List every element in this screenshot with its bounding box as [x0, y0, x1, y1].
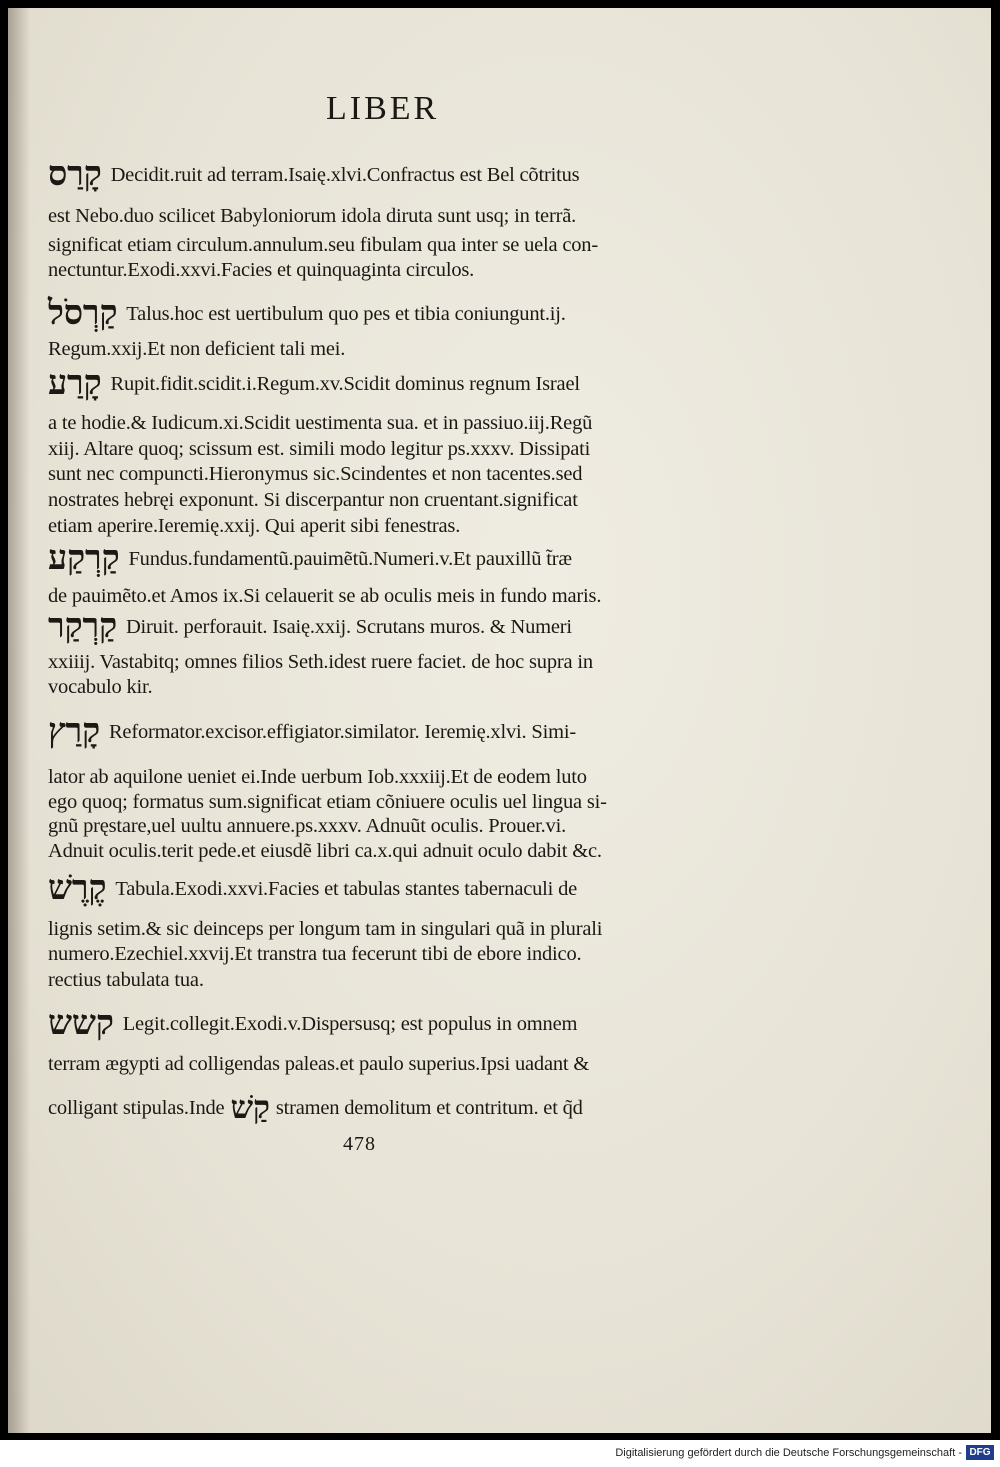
hebrew-headword: קָרַע	[48, 363, 102, 403]
line-text: Rupit.fidit.scidit.i.Regum.xv.Scidit dominus regnum Israel	[110, 373, 580, 395]
text-line	[48, 969, 204, 992]
text-line	[48, 538, 572, 578]
text-line	[48, 711, 576, 751]
text-line	[48, 259, 474, 282]
line-text: terram ægypti ad colligendas paleas.et paulo superius.Ipsi uadant &	[48, 1053, 590, 1075]
text-line	[48, 1088, 583, 1126]
line-text: etiam aperire.Ieremię.xxij. Qui aperit sibi fenestras.	[48, 515, 461, 537]
page-number: 478	[343, 1133, 376, 1155]
footer-bar	[0, 1440, 1000, 1467]
line-text: de pauimẽto.et Amos ix.Si celauerit se ab oculis meis in fundo maris.	[48, 585, 602, 607]
line-text: ego quoq; formatus sum.significat etiam cõniuere oculis uel lingua si-	[48, 791, 607, 813]
gutter-shadow	[8, 8, 30, 1433]
line-text: gnũ pręstare,uel uultu annuere.ps.xxxv. Adnuũt oculis. Prouer.vi.	[48, 815, 567, 837]
text-line	[48, 463, 582, 486]
line-text: Adnuit oculis.terit pede.et eiusdẽ libri ca.x.qui adnuit oculo dabit &c.	[48, 840, 602, 862]
text-line	[48, 868, 577, 908]
footer-credit: Digitalisierung gefördert durch die Deutsche Forschungsgemeinschaft -	[615, 1447, 962, 1459]
text-line	[48, 943, 581, 966]
book-page	[8, 8, 991, 1433]
text-line	[48, 515, 460, 538]
line-text-after: stramen demolitum et contritum. et q̃d	[275, 1097, 583, 1119]
text-line	[48, 489, 578, 512]
hebrew-headword: קֶרֶשׁ	[48, 868, 107, 908]
line-text: est Nebo.duo scilicet Babyloniorum idola diruta sunt usq; in terrã.	[48, 205, 577, 227]
text-line	[48, 154, 579, 194]
line-text: Diruit. perforauit. Isaię.xxij. Scrutans muros. & Numeri	[125, 616, 572, 638]
text-line	[48, 585, 601, 608]
line-text: xxiiij. Vastabitq; omnes filios Seth.idest ruere faciet. de hoc supra in	[48, 651, 593, 673]
text-line	[48, 676, 152, 699]
text-line	[48, 234, 598, 257]
line-text: lator ab aquilone ueniet ei.Inde uerbum Iob.xxxiij.Et de eodem luto	[48, 766, 587, 788]
dfg-logo-icon: DFG	[966, 1445, 994, 1460]
hebrew-headword: קַרְקַע	[48, 538, 120, 578]
line-text: vocabulo kir.	[48, 676, 153, 698]
text-line	[48, 606, 572, 646]
line-text: Fundus.fundamentũ.pauimẽtũ.Numeri.v.Et pauxillũ t̃ræ	[128, 548, 572, 570]
line-text: Reformator.excisor.effigiator.similator. Ieremię.xlvi. Simi-	[108, 721, 576, 743]
hebrew-inline-word: קַשׁ	[230, 1088, 270, 1126]
hebrew-headword: קשש	[48, 1003, 114, 1043]
hebrew-headword: קָרַץ	[48, 711, 101, 751]
line-text: numero.Ezechiel.xxvij.Et transtra tua fecerunt tibi de ebore indico.	[48, 943, 582, 965]
hebrew-headword: קַרְקַר	[48, 606, 117, 646]
line-text: nectuntur.Exodi.xxvi.Facies et quinquaginta circulos.	[48, 259, 475, 281]
line-text: sunt nec compuncti.Hieronymus sic.Scindentes et non tacentes.sed	[48, 463, 583, 485]
hebrew-headword: קַרְסֹל	[48, 293, 118, 333]
text-line	[48, 918, 602, 941]
text-line	[48, 651, 593, 674]
text-line	[48, 766, 587, 789]
text-line	[48, 1053, 589, 1076]
line-text: nostrates hebręi exponunt. Si discerpantur non cruentant.significat	[48, 489, 578, 511]
line-text: Regum.xxij.Et non deficient tali mei.	[48, 338, 346, 360]
line-text: Talus.hoc est uertibulum quo pes et tibia coniungunt.ij.	[126, 303, 566, 325]
line-text: Tabula.Exodi.xxvi.Facies et tabulas stantes tabernaculi de	[115, 878, 578, 900]
hebrew-headword: קָרַס	[48, 154, 102, 194]
text-line	[48, 205, 576, 228]
text-line	[48, 338, 345, 361]
line-text: Legit.collegit.Exodi.v.Dispersusq; est populus in omnem	[122, 1013, 578, 1035]
text-line	[48, 412, 592, 435]
text-line	[48, 815, 566, 838]
line-text: significat etiam circulum.annulum.seu fibulam qua inter se uela con-	[48, 234, 598, 256]
line-text: lignis setim.& sic deinceps per longum tam in singulari quã in plurali	[48, 918, 603, 940]
text-line	[48, 840, 602, 863]
line-text: a te hodie.& Iudicum.xi.Scidit uestimenta sua. et in passiuo.iij.Regũ	[48, 412, 593, 434]
line-text: colligant stipulas.Inde	[48, 1097, 225, 1119]
line-text: Decidit.ruit ad terram.Isaię.xlvi.Confractus est Bel cõtritus	[110, 164, 580, 186]
text-line	[48, 438, 590, 461]
line-text: rectius tabulata tua.	[48, 969, 204, 991]
text-line	[48, 791, 607, 814]
text-line	[48, 363, 580, 403]
text-line	[48, 1003, 577, 1043]
text-line	[48, 293, 566, 333]
running-head: LIBER	[326, 90, 440, 127]
line-text: xiij. Altare quoq; scissum est. simili modo legitur ps.xxxv. Dissipati	[48, 438, 591, 460]
